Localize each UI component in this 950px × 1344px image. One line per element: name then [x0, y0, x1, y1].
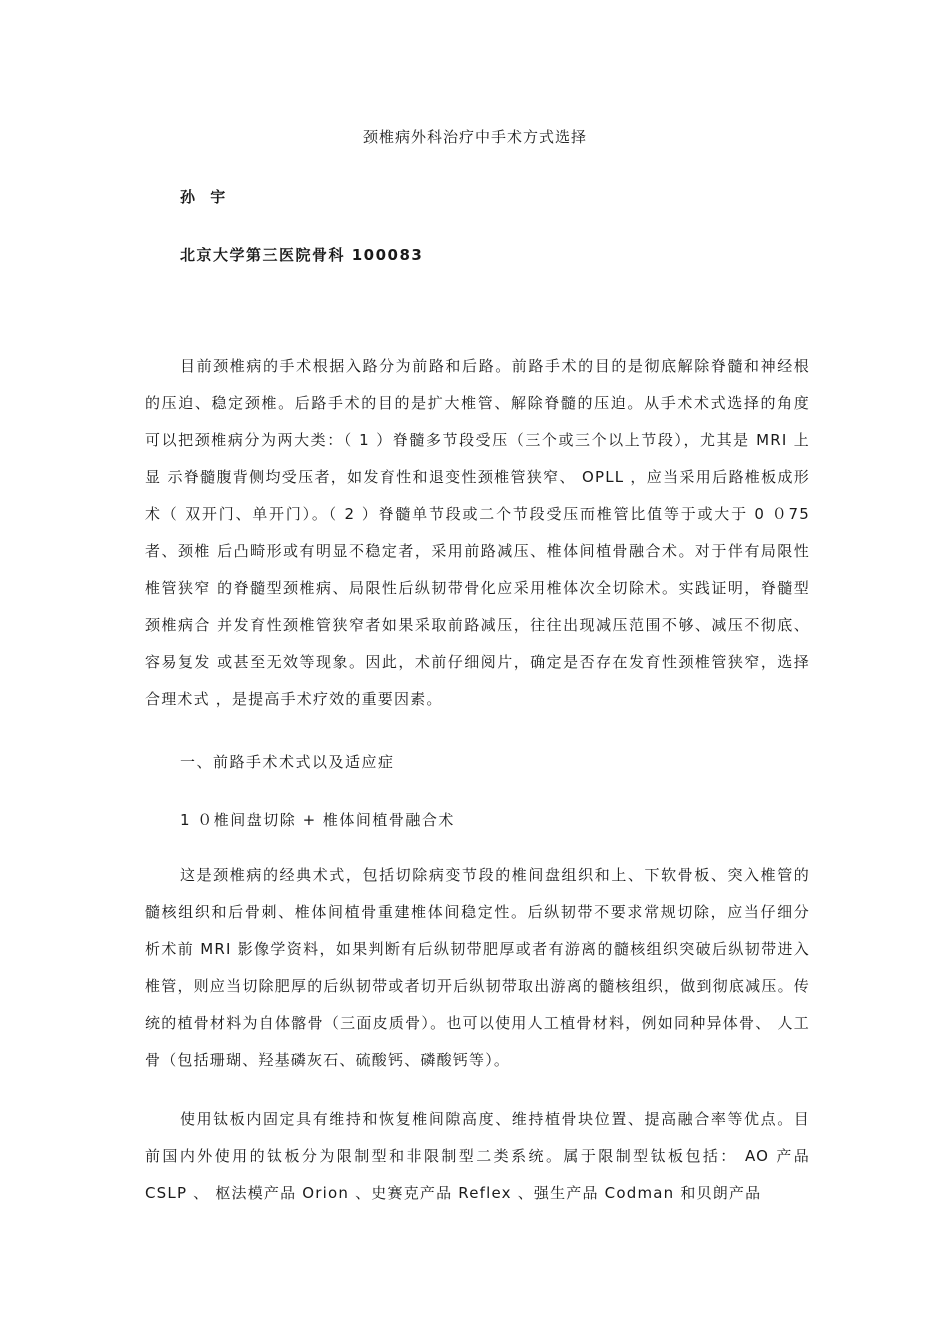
subsection-heading: 1 ０椎间盘切除 + 椎体间植骨融合术 — [180, 811, 455, 829]
author-affiliation: 北京大学第三医院骨科 100083 — [180, 246, 424, 264]
paragraph-titanium-plate: 使用钛板内固定具有维持和恢复椎间隙高度、维持植骨块位置、提高融合率等优点。目 前国内外使用的钛板分为限制型和非限制型二类系统。属于限制型钛板包括： AO 产品 CSLP 、 枢法模产品 Orion 、史赛克产品 Reflex 、强生产品 Codman 和贝朗产品 — [145, 1110, 810, 1202]
section-heading: 一、前路手术术式以及适应症 — [180, 753, 395, 771]
paragraph-classic-procedure: 这是颈椎病的经典术式，包括切除病变节段的椎间盘组织和上、下软骨板、突入椎管的 髓核组织和后骨刺、椎体间植骨重建椎体间稳定性。后纵韧带不要求常规切除，应当仔细分 析术前 MRI 影像学资料，如果判断有后纵韧带肥厚或者有游离的髓核组织突破后纵韧带进入 椎管，则应当切除肥厚的后纵韧带或者切开后纵韧带取出游离的髓核组织，做到彻底减压。传统的植骨材料为自体髂骨（三面皮质骨）。也可以使用人工植骨材料，例如同种异体骨、 人工骨（包括珊瑚、羟基磷灰石、硫酸钙、磷酸钙等）。 — [145, 866, 810, 1069]
paragraph-introduction: 目前颈椎病的手术根据入路分为前路和后路。前路手术的目的是彻底解除脊髓和神经根 的压迫、稳定颈椎。后路手术的目的是扩大椎管、解除脊髓的压迫。从手术术式选择的角度 可以把颈椎病分为两大类：（ 1 ）脊髓多节段受压（三个或三个以上节段），尤其是 MRI 上显 示脊髓腹背侧均受压者，如发育性和退变性颈椎管狭窄、 OPLL ，应当采用后路椎板成形术（ 双开门、单开门）。（ 2 ）脊髓单节段或二个节段受压而椎管比值等于或大于 0 ０75 者、颈椎 后凸畸形或有明显不稳定者，采用前路减压、椎体间植骨融合术。对于伴有局限性椎管狭窄 的脊髓型颈椎病、局限性后纵韧带骨化应采用椎体次全切除术。实践证明，脊髓型颈椎病合 并发育性颈椎管狭窄者如果采取前路减压，往往出现减压范围不够、减压不彻底、容易复发 或甚至无效等现象。因此，术前仔细阅片，确定是否存在发育性颈椎管狭窄，选择合理术式 ，是提高手术疗效的重要因素。 — [145, 357, 810, 708]
author-name: 孙 宇 — [180, 188, 231, 206]
document-title: 颈椎病外科治疗中手术方式选择 — [362, 128, 587, 146]
